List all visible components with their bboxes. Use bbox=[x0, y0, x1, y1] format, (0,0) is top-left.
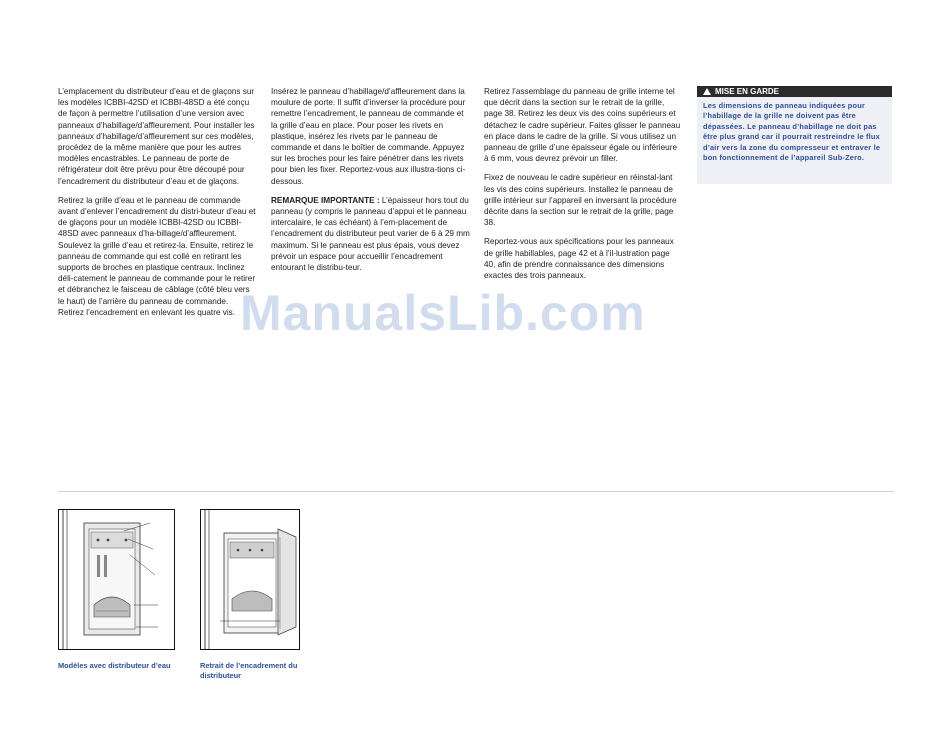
warning-text: Les dimensions de panneau indiquées pour l’habillage de la grille ne doivent pas être dépassées. Le panneau d’habillage ne doit pas être plus grand car il pourrait restreindre le flux d’air vers la zone du compresseur et entraver le bon fonctionnement de l’appareil Sub-Zero. bbox=[703, 101, 881, 163]
paragraph: L’emplacement du distributeur d’eau et de glaçons sur les modèles ICBBI-42SD et ICBBI-48SD a été conçu de façon à permettre l’utilisation d’une version avec panneaux d’habillage/d’affleurement. Pour installer les panneaux d’habillage/d’affleurement sur ces modèles, procédez de la même manière que pour les autres modèles encastrables. Le panneau de porte de réfrigérateur doit être prévu pour être découpé pour l’encadrement du distributeur d’eau et de glaçons. bbox=[58, 87, 255, 186]
warning-box bbox=[697, 86, 892, 184]
warning-triangle-icon bbox=[703, 88, 711, 95]
warning-header bbox=[697, 86, 892, 97]
text-column-3 bbox=[484, 86, 683, 289]
paragraph: Fixez de nouveau le cadre supérieur en réinstal-lant les vis des coins supérieurs. Installez le panneau de grille intérieur sur l’appareil en inversant la procédure décrite dans la section sur le retrait de la grille, page 38. bbox=[484, 173, 677, 228]
remark-label: REMARQUE IMPORTANTE : bbox=[271, 195, 380, 205]
paragraph: Retirez la grille d’eau et le panneau de commande avant d’enlever l’encadrement du distri-buteur d’eau et de glaçons pour un modèle ICBBI-42SD ou ICBBI-48SD avec panneaux d’ha-billage/d’affleurement. Soulevez la grille d’eau et retirez-la. Ensuite, retirez le panneau de commande qui est collé en retirant les supports de broches en plastique centraux. Inclinez déli-catement le panneau de commande pour le retirer et débranchez le faisceau de câblage (côté bleu vers le haut) de l’arrière du panneau de commande. Retirez l’encadrement en enlevant les quatre vis. bbox=[58, 195, 256, 317]
watermark: ManualsLib.com bbox=[240, 285, 646, 341]
text-column-1 bbox=[58, 86, 256, 326]
dispenser-illustration bbox=[58, 509, 175, 650]
section-divider bbox=[58, 491, 894, 492]
trim-removal-illustration bbox=[200, 509, 300, 650]
paragraph: Reportez-vous aux spécifications pour les panneaux de grille habillables, page 42 et à l’il-lustration page 40, afin de prendre connaissance des dimensions exactes des trois panneaux. bbox=[484, 237, 674, 281]
figure-caption-2: Retrait de l’encadrement du distributeur bbox=[200, 661, 298, 680]
remark-text: L’épaisseur hors tout du panneau (y compris le panneau d’appui et le panneau intercalaire, le cas échéant) à l’em-placement de l’encadrement du distributeur peut varier de 6 à 29 mm maximum. Si le panneau est plus épais, vous devez prévoir un espace pour accueillir l’encadrement entourant le distribu-teur. bbox=[271, 195, 470, 273]
paragraph: Insérez le panneau d’habillage/d’affleurement dans la moulure de porte. Il suffit d’inverser la procédure pour remettre l’encadrement, le panneau de commande et la grille d’eau en place. Pour poser les rivets en plastique, insérez les rivets par le panneau de commande et dans le boîtier de commande. Appuyez sur les broches pour les faire pénétrer dans les rivets pour bien les fixer. Reportez-vous aux illustra-tions ci-dessous. bbox=[271, 87, 466, 186]
remark-paragraph bbox=[271, 195, 470, 273]
warning-title: MISE EN GARDE bbox=[715, 87, 780, 96]
figure-caption-1: Modèles avec distributeur d’eau bbox=[58, 661, 171, 670]
text-column-2 bbox=[271, 86, 470, 281]
paragraph: Retirez l’assemblage du panneau de grille interne tel que décrit dans la section sur le retrait de la grille, page 38. Retirez les deux vis des coins supérieurs et détachez le cadre supérieur. Faites glisser le panneau en place dans le cadre de la grille. Si vous utilisez un panneau de grille d’une épaisseur égale ou inférieure à 6 mm, vous devrez prévoir un filler. bbox=[484, 87, 681, 164]
